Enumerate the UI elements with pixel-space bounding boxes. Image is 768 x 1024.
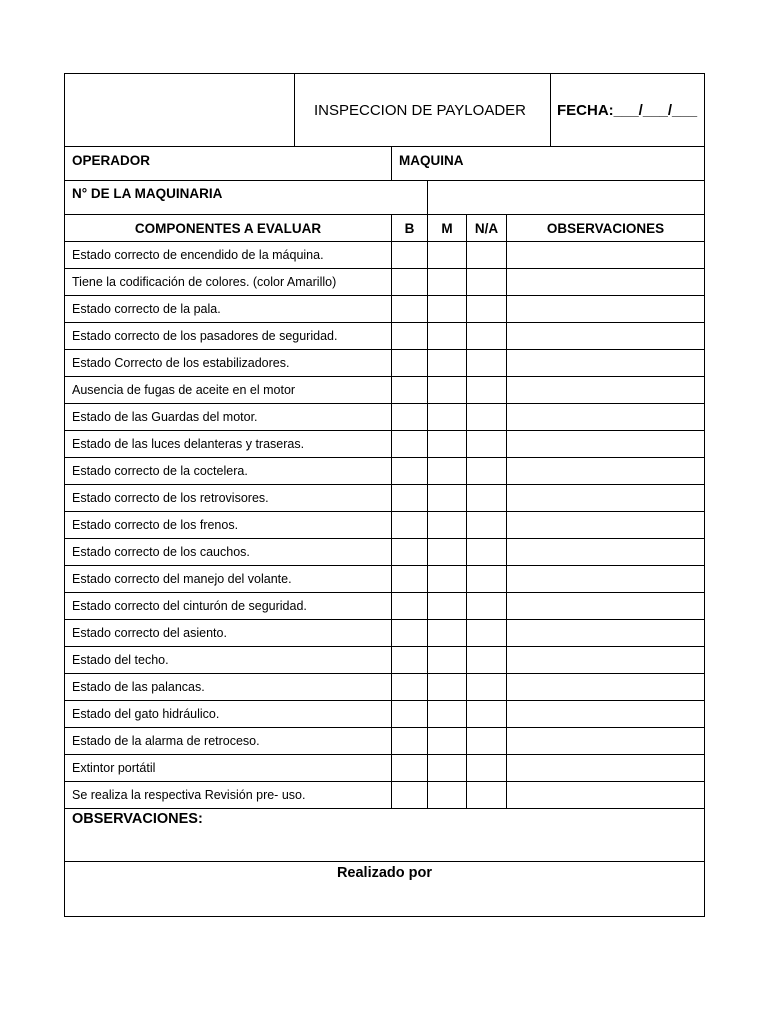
checklist-item-label: Se realiza la respectiva Revisión pre- uso. [65, 782, 392, 808]
checklist-item-label: Estado correcto del cinturón de seguridad. [65, 593, 392, 619]
checklist-item-label: Estado correcto del manejo del volante. [65, 566, 392, 592]
checklist-item-label: Estado correcto de la pala. [65, 296, 392, 322]
checklist-row [64, 296, 705, 323]
inspection-form [64, 73, 705, 917]
good-check-cell[interactable] [392, 296, 428, 322]
bad-check-cell[interactable] [428, 296, 467, 322]
observation-cell[interactable] [507, 350, 704, 376]
checklist-row [64, 404, 705, 431]
observation-cell[interactable] [507, 269, 704, 295]
observations-section[interactable] [64, 809, 705, 862]
column-header-bad: M [428, 215, 467, 241]
na-check-cell[interactable] [467, 674, 507, 700]
observation-cell[interactable] [507, 782, 704, 808]
checklist-item-label: Estado correcto de los cauchos. [65, 539, 392, 565]
checklist-item-label: Tiene la codificación de colores. (color Amarillo) [65, 269, 392, 295]
observation-cell[interactable] [507, 620, 704, 646]
date-field[interactable]: FECHA:___/___/___ [557, 101, 698, 119]
bad-check-cell[interactable] [428, 674, 467, 700]
form-header [64, 73, 705, 147]
checklist-row [64, 458, 705, 485]
observation-cell[interactable] [507, 323, 704, 349]
na-check-cell[interactable] [467, 377, 507, 403]
bad-check-cell[interactable] [428, 620, 467, 646]
good-check-cell[interactable] [392, 269, 428, 295]
observation-cell[interactable] [507, 296, 704, 322]
na-check-cell[interactable] [467, 323, 507, 349]
checklist-row [64, 782, 705, 809]
good-check-cell[interactable] [392, 647, 428, 673]
checklist-item-label: Estado del techo. [65, 647, 392, 673]
bad-check-cell[interactable] [428, 512, 467, 538]
observation-cell[interactable] [507, 566, 704, 592]
na-check-cell[interactable] [467, 728, 507, 754]
na-check-cell[interactable] [467, 647, 507, 673]
bad-check-cell[interactable] [428, 377, 467, 403]
machine-field[interactable]: MAQUINA [399, 153, 464, 168]
checklist-item-label: Estado del gato hidráulico. [65, 701, 392, 727]
checklist-row [64, 539, 705, 566]
observation-cell[interactable] [507, 242, 704, 268]
done-by-label: Realizado por [336, 865, 433, 881]
good-check-cell[interactable] [392, 674, 428, 700]
machine-number-row [64, 181, 705, 215]
na-check-cell[interactable] [467, 242, 507, 268]
logo-area [65, 74, 295, 146]
observation-cell[interactable] [507, 458, 704, 484]
checklist-item-label: Estado correcto de los frenos. [65, 512, 392, 538]
checklist-row [64, 701, 705, 728]
checklist-row [64, 593, 705, 620]
bad-check-cell[interactable] [428, 458, 467, 484]
good-check-cell[interactable] [392, 701, 428, 727]
na-check-cell[interactable] [467, 539, 507, 565]
good-check-cell[interactable] [392, 485, 428, 511]
bad-check-cell[interactable] [428, 593, 467, 619]
bad-check-cell[interactable] [428, 755, 467, 781]
machine-number-value[interactable] [428, 181, 704, 214]
na-check-cell[interactable] [467, 782, 507, 808]
checklist-row [64, 350, 705, 377]
good-check-cell[interactable] [392, 242, 428, 268]
observation-cell[interactable] [507, 674, 704, 700]
na-check-cell[interactable] [467, 269, 507, 295]
checklist-item-label: Estado correcto del asiento. [65, 620, 392, 646]
observation-cell[interactable] [507, 485, 704, 511]
checklist-item-label: Estado correcto de encendido de la máquina. [65, 242, 392, 268]
column-header-good: B [392, 215, 428, 241]
observation-cell[interactable] [507, 431, 704, 457]
checklist-row [64, 647, 705, 674]
checklist-row [64, 674, 705, 701]
good-check-cell[interactable] [392, 539, 428, 565]
good-check-cell[interactable] [392, 404, 428, 430]
bad-check-cell[interactable] [428, 350, 467, 376]
observations-label: OBSERVACIONES: [72, 811, 203, 827]
good-check-cell[interactable] [392, 755, 428, 781]
observation-cell[interactable] [507, 755, 704, 781]
checklist-item-label: Estado de las palancas. [65, 674, 392, 700]
good-check-cell[interactable] [392, 431, 428, 457]
done-by-section[interactable] [64, 862, 705, 917]
observation-cell[interactable] [507, 404, 704, 430]
na-check-cell[interactable] [467, 512, 507, 538]
checklist-row [64, 485, 705, 512]
na-check-cell[interactable] [467, 350, 507, 376]
na-check-cell[interactable] [467, 485, 507, 511]
observation-cell[interactable] [507, 539, 704, 565]
checklist-items [64, 242, 705, 809]
good-check-cell[interactable] [392, 593, 428, 619]
na-check-cell[interactable] [467, 458, 507, 484]
good-check-cell[interactable] [392, 620, 428, 646]
good-check-cell[interactable] [392, 512, 428, 538]
checklist-row [64, 242, 705, 269]
form-title: INSPECCION DE PAYLOADER [295, 74, 551, 146]
bad-check-cell[interactable] [428, 404, 467, 430]
column-header-na: N/A [467, 215, 507, 241]
checklist-item-label: Extintor portátil [65, 755, 392, 781]
checklist-row [64, 512, 705, 539]
bad-check-cell[interactable] [428, 701, 467, 727]
bad-check-cell[interactable] [428, 782, 467, 808]
checklist-item-label: Estado correcto de los pasadores de seguridad. [65, 323, 392, 349]
checklist-item-label: Estado correcto de la coctelera. [65, 458, 392, 484]
na-check-cell[interactable] [467, 620, 507, 646]
checklist-row [64, 323, 705, 350]
na-check-cell[interactable] [467, 566, 507, 592]
bad-check-cell[interactable] [428, 566, 467, 592]
na-check-cell[interactable] [467, 296, 507, 322]
na-check-cell[interactable] [467, 701, 507, 727]
checklist-item-label: Estado de las Guardas del motor. [65, 404, 392, 430]
observation-cell[interactable] [507, 728, 704, 754]
checklist-row [64, 728, 705, 755]
checklist-item-label: Estado de la alarma de retroceso. [65, 728, 392, 754]
column-header-component: COMPONENTES A EVALUAR [65, 215, 392, 241]
observation-cell[interactable] [507, 593, 704, 619]
good-check-cell[interactable] [392, 458, 428, 484]
observation-cell[interactable] [507, 647, 704, 673]
operator-field[interactable]: OPERADOR [65, 147, 392, 180]
checklist-row [64, 377, 705, 404]
checklist-item-label: Estado de las luces delanteras y traseras. [65, 431, 392, 457]
checklist-item-label: Estado correcto de los retrovisores. [65, 485, 392, 511]
checklist-row [64, 269, 705, 296]
bad-check-cell[interactable] [428, 728, 467, 754]
bad-check-cell[interactable] [428, 431, 467, 457]
machine-number-field[interactable]: N° DE LA MAQUINARIA [65, 181, 428, 214]
observation-cell[interactable] [507, 512, 704, 538]
na-check-cell[interactable] [467, 593, 507, 619]
na-check-cell[interactable] [467, 431, 507, 457]
bad-check-cell[interactable] [428, 647, 467, 673]
good-check-cell[interactable] [392, 350, 428, 376]
column-header-observations: OBSERVACIONES [546, 220, 665, 236]
checklist-row [64, 566, 705, 593]
checklist-header [64, 215, 705, 242]
bad-check-cell[interactable] [428, 323, 467, 349]
na-check-cell[interactable] [467, 755, 507, 781]
operator-machine-row [64, 147, 705, 181]
good-check-cell[interactable] [392, 782, 428, 808]
good-check-cell[interactable] [392, 566, 428, 592]
checklist-item-label: Ausencia de fugas de aceite en el motor [65, 377, 392, 403]
checklist-row [64, 620, 705, 647]
bad-check-cell[interactable] [428, 485, 467, 511]
bad-check-cell[interactable] [428, 539, 467, 565]
bad-check-cell[interactable] [428, 269, 467, 295]
checklist-row [64, 755, 705, 782]
checklist-row [64, 431, 705, 458]
good-check-cell[interactable] [392, 728, 428, 754]
observation-cell[interactable] [507, 377, 704, 403]
checklist-item-label: Estado Correcto de los estabilizadores. [65, 350, 392, 376]
bad-check-cell[interactable] [428, 242, 467, 268]
na-check-cell[interactable] [467, 404, 507, 430]
good-check-cell[interactable] [392, 377, 428, 403]
good-check-cell[interactable] [392, 323, 428, 349]
observation-cell[interactable] [507, 701, 704, 727]
